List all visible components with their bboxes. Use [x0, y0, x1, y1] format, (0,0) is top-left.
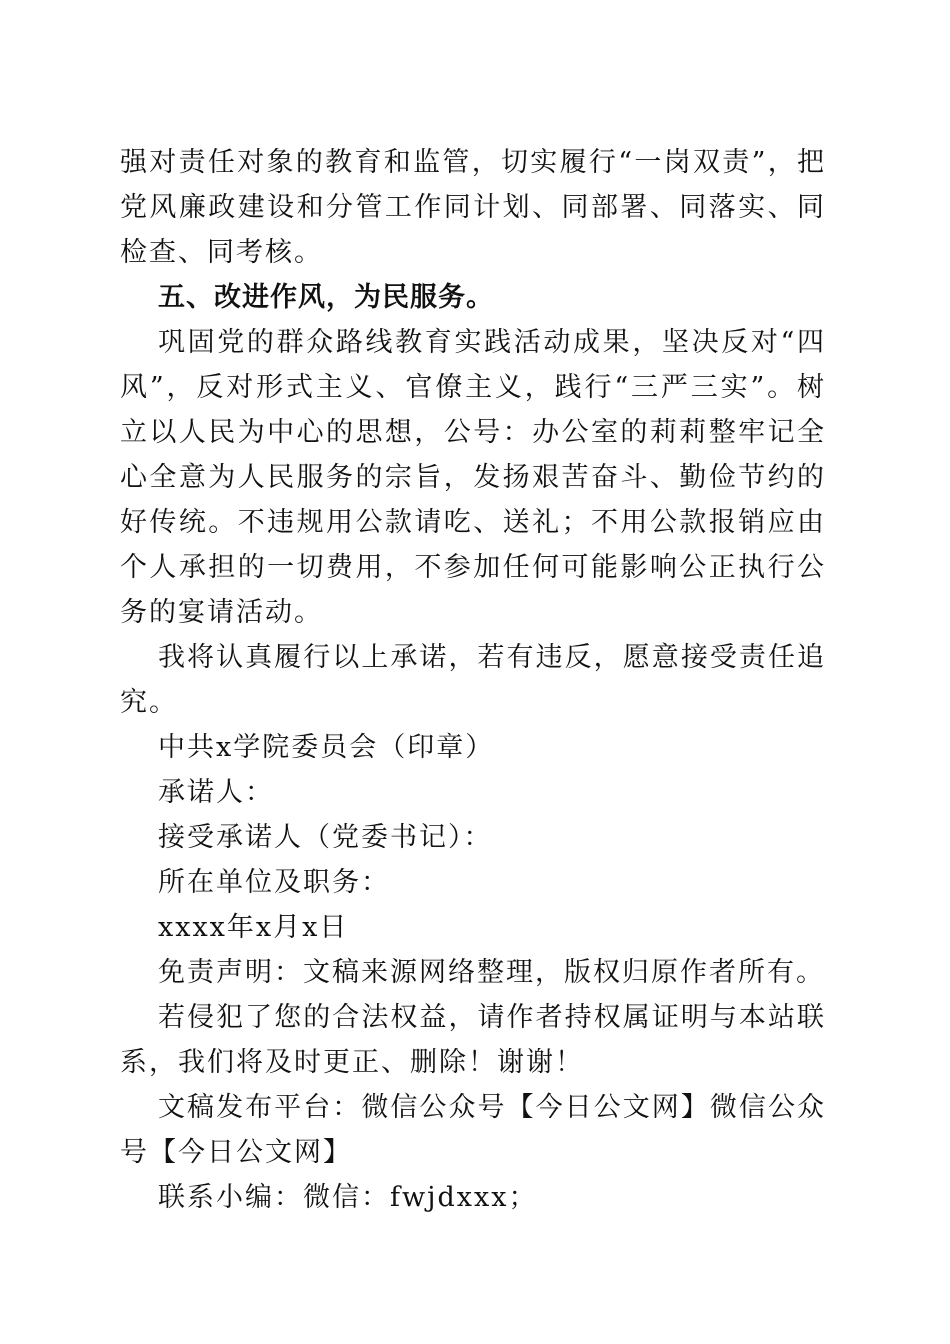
- signature-committee: 中共x学院委员会（印章）: [158, 732, 495, 763]
- section-heading-five: 五、改进作风，为民服务。: [158, 282, 494, 313]
- signature-promisor: 承诺人：: [158, 777, 274, 808]
- infringement-notice: 若侵犯了您的合法权益，请作者持权属证明与本站联系，我们将及时更正、删除！谢谢！: [120, 1002, 826, 1078]
- signature-recipient: 接受承诺人（党委书记）：: [158, 822, 493, 853]
- publishing-platform: 文稿发布平台：微信公众号【今日公文网】微信公众号【今日公文网】: [120, 1092, 826, 1168]
- contact-editor: 联系小编：微信：fwjdxxx；: [158, 1182, 538, 1213]
- document-page: [120, 140, 826, 1220]
- paragraph-duty-continuation: 强对责任对象的教育和监管，切实履行“一岗双责”，把党风廉政建设和分管工作同计划、同部署、同落实、同检查、同考核。: [120, 147, 826, 268]
- signature-unit-position: 所在单位及职务：: [158, 867, 390, 898]
- disclaimer: 免责声明：文稿来源网络整理，版权归原作者所有。: [158, 957, 825, 988]
- paragraph-commitment: 我将认真履行以上承诺，若有违反，愿意接受责任追究。: [120, 642, 826, 718]
- signature-date: xxxx年x月x日: [158, 912, 349, 943]
- paragraph-style-improvement: 巩固党的群众路线教育实践活动成果，坚决反对“四风”，反对形式主义、官僚主义，践行“三严三实”。树立以人民为中心的思想，公号：办公室的莉莉整牢记全心全意为人民服务的宗旨，发扬艰苦奋斗、勤俭节约的好传统。不违规用公款请吃、送礼；不用公款报销应由个人承担的一切费用，不参加任何可能影响公正执行公务的宴请活动。: [120, 327, 826, 628]
